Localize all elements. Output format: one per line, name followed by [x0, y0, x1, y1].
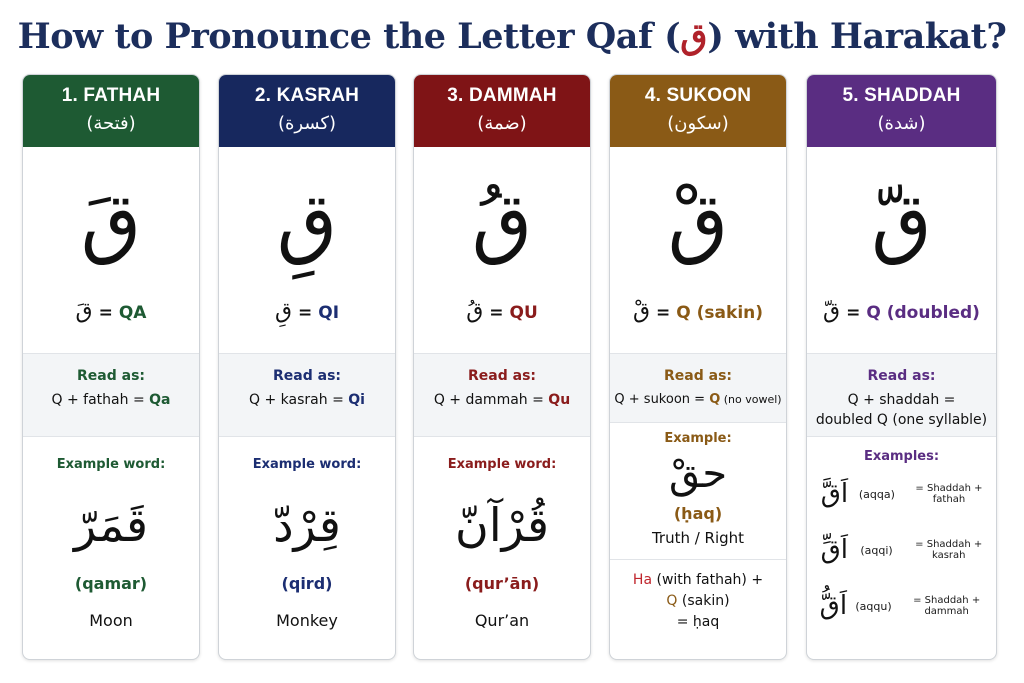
example-section — [23, 437, 199, 630]
example-row — [807, 468, 996, 520]
read-as-box — [23, 353, 199, 437]
example-transliteration: (aqqi) — [860, 543, 893, 557]
large-letter: قِ — [276, 177, 338, 267]
note-q: Q — [666, 593, 678, 609]
large-letter: قْ — [667, 177, 729, 267]
pronunciation-note — [610, 559, 786, 633]
read-as-label: Read as: — [273, 368, 341, 384]
card-kasrah — [218, 74, 396, 660]
large-letter: قّ — [871, 177, 932, 267]
example-word: اَقَّ — [820, 479, 849, 509]
read-as-box — [610, 353, 786, 423]
example-meaning: Moon — [89, 611, 133, 630]
example-row — [807, 524, 996, 576]
read-line-1: Q + shaddah = — [847, 392, 956, 408]
equation-value: Q (sakin) — [676, 303, 764, 323]
card-title: 1. FATHAH — [61, 85, 161, 106]
example-meaning: Monkey — [276, 611, 338, 630]
title-text-start: How to Pronounce the Letter Qaf ( — [17, 16, 681, 57]
read-as-label: Read as: — [664, 368, 732, 384]
card-title: 2. KASRAH — [254, 85, 360, 106]
read-as-label: Read as: — [468, 368, 536, 384]
card-arabic-name: (فتحة) — [86, 113, 136, 134]
card-arabic-name: (كسرة) — [277, 113, 337, 134]
card-title: 4. SUKOON — [644, 85, 752, 106]
letter-equation: قُ = QU — [466, 299, 538, 324]
example-section — [219, 437, 395, 630]
card-arabic-name: (شدة) — [877, 113, 926, 134]
read-as-value — [414, 392, 590, 408]
example-label: Example: — [664, 431, 732, 446]
read-as-box — [414, 353, 590, 437]
example-word: اَقِّ — [820, 535, 848, 565]
read-note: (no vowel) — [720, 393, 782, 406]
card-arabic-name: (سكون) — [667, 113, 729, 134]
note-with-fathah: (with fathah) + — [652, 572, 764, 588]
card-header — [414, 75, 590, 147]
read-as-label: Read as: — [867, 368, 936, 384]
card-header — [23, 75, 199, 147]
note-result: = ḥaq — [676, 614, 720, 630]
read-result: Qa — [149, 392, 171, 408]
example-transliteration: (aqqu) — [855, 599, 892, 613]
letter-equation: قْ = Q (sakin) — [632, 299, 764, 324]
note-sakin: (sakin) — [677, 593, 730, 609]
read-formula: Q + dammah = — [433, 392, 549, 408]
read-as-label: Read as: — [77, 368, 145, 384]
read-formula: Q + sukoon = — [614, 392, 710, 407]
equation-value: Q (doubled) — [866, 303, 980, 323]
card-header — [807, 75, 996, 147]
example-word: قُرْآنّ — [455, 498, 549, 552]
read-as-box — [807, 353, 996, 437]
example-section — [414, 437, 590, 630]
example-meaning: Qur’an — [474, 611, 530, 630]
card-dammah — [413, 74, 591, 660]
letter-equation: قّ = Q (doubled) — [823, 299, 980, 324]
card-title: 3. DAMMAH — [447, 85, 557, 106]
example-section — [610, 423, 786, 633]
read-formula: Q + kasrah = — [249, 392, 349, 408]
letter-equation: قِ = QI — [274, 299, 340, 324]
examples-section — [807, 437, 996, 632]
card-header — [610, 75, 786, 147]
example-transliteration: (qamar) — [74, 574, 148, 593]
example-row — [807, 580, 996, 632]
read-as-value — [807, 390, 996, 430]
card-arabic-name: (ضمة) — [477, 113, 527, 134]
read-formula: Q + fathah = — [51, 392, 150, 408]
read-result: Q — [709, 392, 721, 407]
read-as-box — [219, 353, 395, 437]
equation-letter: قُ — [466, 299, 484, 324]
card-fathah — [22, 74, 200, 660]
read-as-value — [610, 392, 786, 407]
title-text-end: ) with Harakat? — [707, 16, 1007, 57]
example-word: حقْ — [668, 451, 728, 497]
example-equation: = Shaddah + kasrah — [915, 539, 983, 561]
read-result: Qu — [548, 392, 571, 408]
example-transliteration: (qur’ān) — [464, 574, 540, 593]
examples-label: Examples: — [863, 449, 940, 464]
equation-letter: قَ — [75, 299, 93, 324]
page-title — [0, 6, 1024, 68]
example-transliteration: (ḥaq) — [673, 504, 723, 523]
equation-value: QI — [318, 303, 340, 323]
example-word: قَمَرّ — [74, 498, 148, 552]
title-qaf-letter: ق — [680, 16, 708, 57]
example-equation: = Shaddah + dammah — [913, 595, 981, 617]
example-transliteration: (aqqa) — [858, 487, 895, 501]
equation-letter: قِ — [274, 299, 293, 324]
letter-equation: قَ = QA — [75, 299, 147, 324]
equation-value: QA — [118, 303, 147, 323]
example-label: Example word: — [447, 457, 557, 472]
note-ha: Ha — [632, 572, 653, 588]
harakat-cards — [22, 74, 1002, 664]
large-letter: قُ — [471, 177, 533, 267]
card-title: 5. SHADDAH — [842, 85, 961, 106]
equation-letter: قّ — [823, 299, 841, 324]
example-word: قِرْدّ — [273, 498, 341, 552]
read-as-value — [219, 392, 395, 408]
example-transliteration: (qird) — [281, 574, 333, 593]
card-shaddah — [806, 74, 997, 660]
equation-letter: قْ — [632, 299, 651, 324]
example-label: Example word: — [252, 457, 362, 472]
read-line-2: doubled Q (one syllable) — [815, 412, 988, 428]
example-word: اَقُّ — [819, 591, 848, 621]
equation-value: QU — [509, 303, 538, 323]
card-sukoon — [609, 74, 787, 660]
large-letter: قَ — [80, 177, 142, 267]
example-meaning: Truth / Right — [651, 529, 745, 547]
read-result: Qi — [348, 392, 365, 408]
read-as-value — [23, 392, 199, 408]
example-equation: = Shaddah + fathah — [915, 483, 983, 505]
example-label: Example word: — [56, 457, 166, 472]
card-header — [219, 75, 395, 147]
